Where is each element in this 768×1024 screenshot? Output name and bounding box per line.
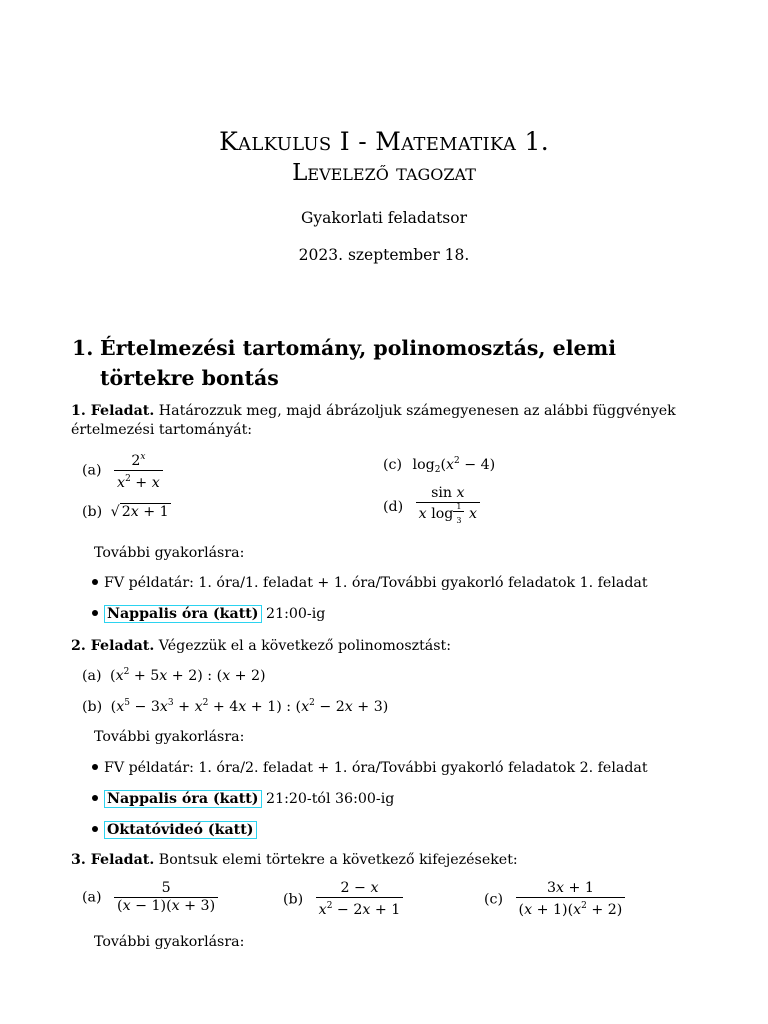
task2-statement xyxy=(71,637,701,656)
bullet-icon xyxy=(92,764,98,770)
task2-bullet-2 xyxy=(92,791,394,807)
formula: $\frac{5}{(x - 1)(x + 3)}$ xyxy=(114,880,218,915)
formula: $(x^2 + 5x + 2)$ : (x + 2) xyxy=(110,667,266,684)
formula: $\frac{2^x}{x^2 + x}$ xyxy=(114,449,163,492)
task1-item-d xyxy=(383,485,482,529)
task3-label: 3. Feladat. xyxy=(71,852,155,868)
title-block xyxy=(0,126,768,265)
task1-item-b xyxy=(82,504,171,520)
task2-item-b xyxy=(82,698,388,715)
task1-text: Határozzuk meg, majd ábrázoljuk számegyenesen az alábbi függvények értelmezési tartományát: xyxy=(71,403,676,438)
task2-label: 2. Feladat. xyxy=(71,638,155,654)
formula: sin x x log $\frac{1}{3}$ x xyxy=(416,485,480,529)
item-label: (d) xyxy=(383,499,404,515)
task3-statement xyxy=(71,851,701,870)
nappalis-ora-link[interactable]: Nappalis óra (katt) xyxy=(104,790,262,808)
task3-item-c xyxy=(484,880,627,919)
task1-more: További gyakorlásra: xyxy=(94,545,245,561)
section-heading xyxy=(72,333,702,393)
document-subtitle: Levelező tagozat xyxy=(292,160,476,186)
bullet-text: FV példatár: 1. óra/1. feladat + 1. óra/További gyakorló feladatok 1. feladat xyxy=(104,575,648,591)
oktatovideo-link[interactable]: Oktatóvideó (katt) xyxy=(104,821,257,839)
task1-label: 1. Feladat. xyxy=(71,403,155,419)
task1-item-a xyxy=(82,449,165,492)
task1-bullet-2 xyxy=(92,606,325,622)
item-label: (b) xyxy=(82,699,103,715)
document-date: 2023. szeptember 18. xyxy=(298,246,470,264)
formula: √ 2x + 1 xyxy=(110,504,169,520)
bullet-icon xyxy=(92,826,98,832)
nappalis-ora-link[interactable]: Nappalis óra (katt) xyxy=(104,605,262,623)
task2-text: Végezzük el a következő polinomosztást: xyxy=(158,638,452,654)
bullet-icon xyxy=(92,795,98,801)
task3-text: Bontsuk elemi törtekre a következő kifejezéseket: xyxy=(158,852,518,868)
task2-bullet-1 xyxy=(92,760,648,776)
section-number: 1. xyxy=(72,336,94,360)
bullet-icon xyxy=(92,610,98,616)
document-title: Kalkulus I - Matematika 1. xyxy=(219,127,549,156)
task1-bullet-1 xyxy=(92,575,648,591)
task1-statement xyxy=(71,402,701,440)
formula: $\frac{3x + 1}{(x + 1)(x^2 + 2)}$ xyxy=(516,880,626,919)
item-label: (a) xyxy=(82,462,102,479)
bullet-text: FV példatár: 1. óra/2. feladat + 1. óra/További gyakorló feladatok 2. feladat xyxy=(104,760,648,776)
task3-more: További gyakorlásra: xyxy=(94,934,245,950)
task2-bullet-3 xyxy=(92,822,257,838)
item-label: (c) xyxy=(383,457,403,473)
item-label: (a) xyxy=(82,668,102,684)
task3-item-b xyxy=(283,880,405,919)
bullet-icon xyxy=(92,579,98,585)
bullet-text: 21:20-tól 36:00-ig xyxy=(266,791,395,807)
task2-more: További gyakorlásra: xyxy=(94,729,245,745)
section-title-text: Értelmezési tartomány, polinomosztás, elemi törtekre bontás xyxy=(100,336,617,390)
task2-item-a xyxy=(82,667,266,684)
document-kind: Gyakorlati feladatsor xyxy=(300,209,468,227)
item-label: (b) xyxy=(82,504,103,520)
formula: $\frac{2 - x}{x^2 - 2x + 1}$ xyxy=(316,880,404,919)
task1-item-c xyxy=(383,456,495,475)
item-label: (b) xyxy=(283,891,304,908)
item-label: (c) xyxy=(484,891,504,908)
bullet-text: 21:00-ig xyxy=(266,606,326,622)
formula: $\log_2(x^2 - 4)$ xyxy=(412,456,496,475)
task3-item-a xyxy=(82,880,220,915)
item-label: (a) xyxy=(82,889,102,906)
formula: $(x^5 - 3x^3 + x^2 + 4x + 1)$ : $(x^2 - 2x + 3)$ xyxy=(110,698,389,715)
